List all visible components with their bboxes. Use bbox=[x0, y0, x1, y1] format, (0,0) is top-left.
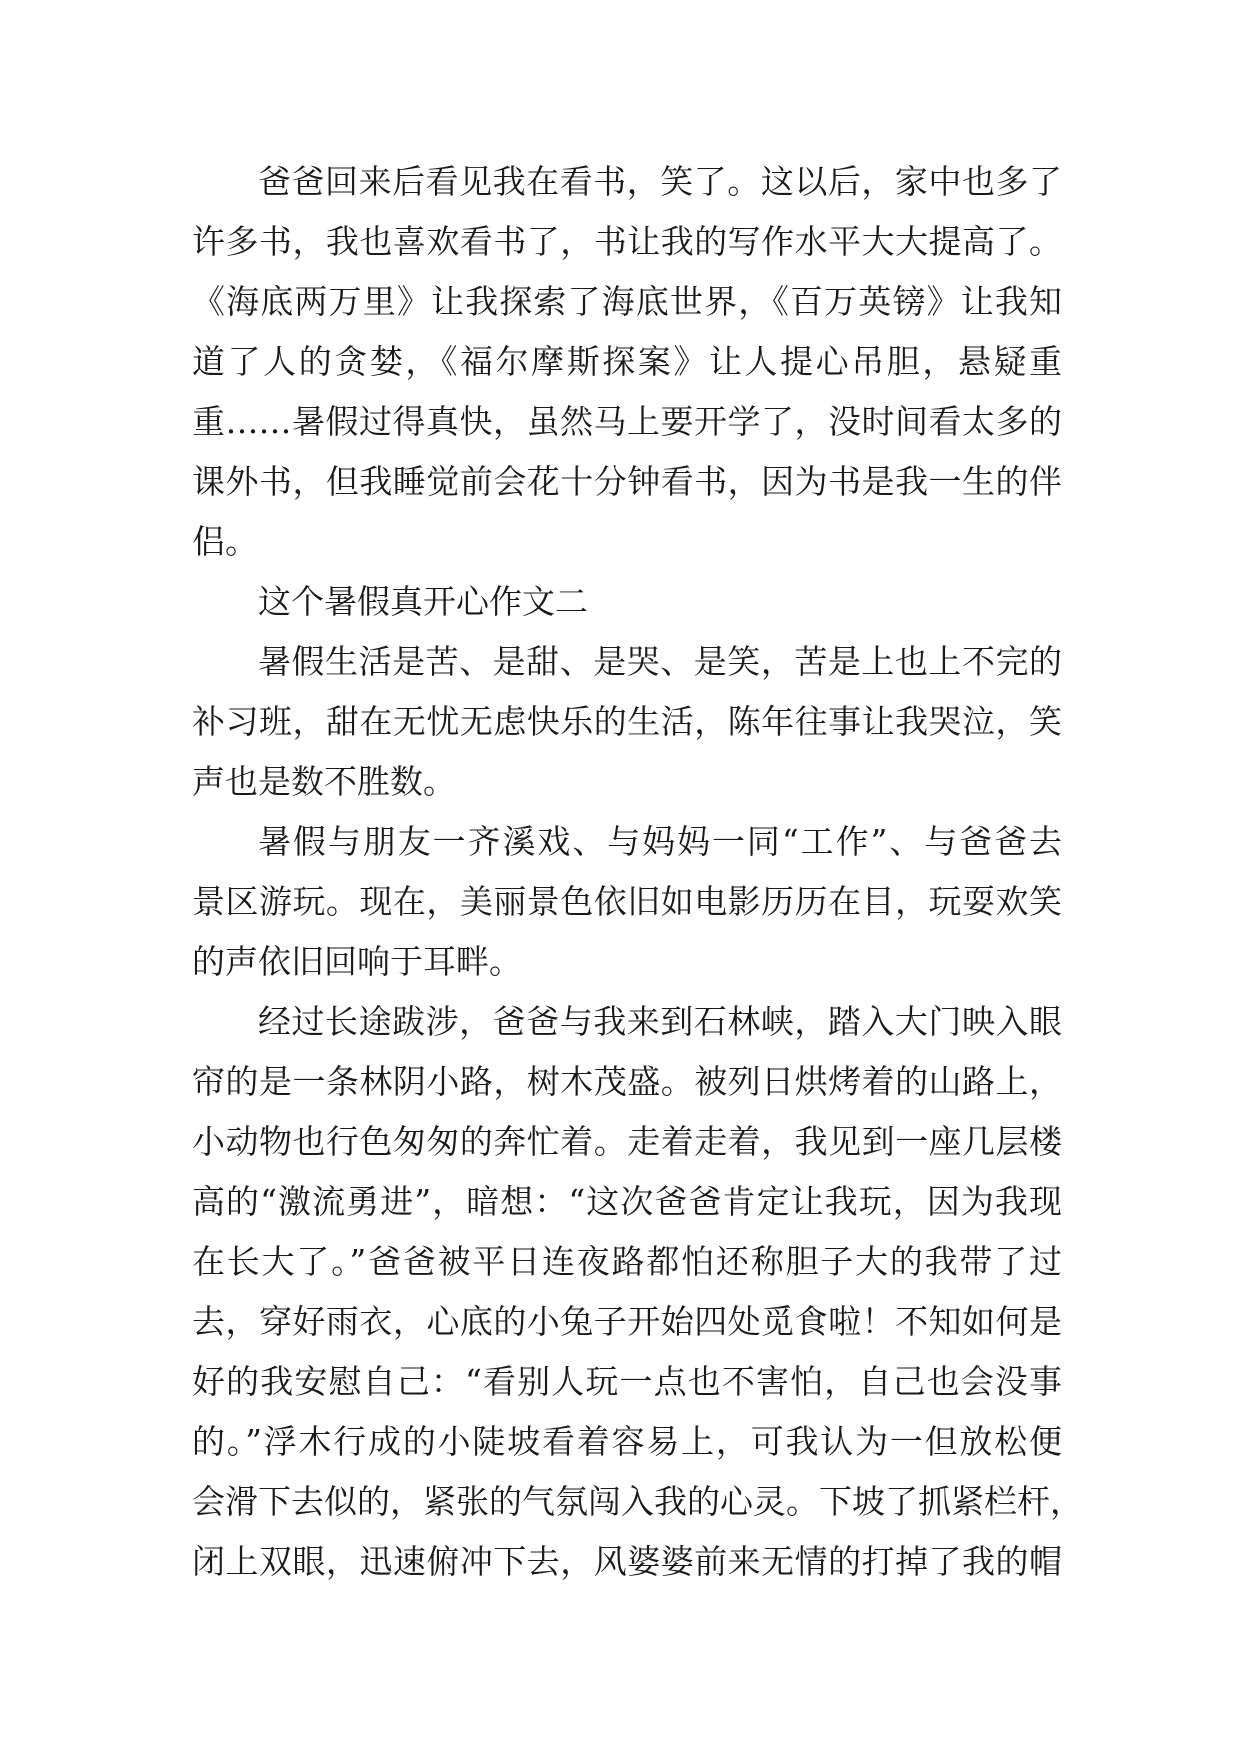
paragraph-line: 爸爸回来后看见我在看书，笑了。这以后，家中也多了 bbox=[258, 162, 1062, 201]
section-heading: 这个暑假真开心作文二 bbox=[258, 582, 588, 621]
paragraph-line: 在长大了。”爸爸被平日连夜路都怕还称胆子大的我带了过 bbox=[192, 1242, 1062, 1281]
paragraph-line: 声也是数不胜数。 bbox=[192, 762, 456, 801]
paragraph-line: 道了人的贪婪，《福尔摩斯探案》让人提心吊胆，悬疑重 bbox=[192, 342, 1062, 381]
paragraph-line: 景区游玩。现在，美丽景色依旧如电影历历在目，玩耍欢笑 bbox=[192, 882, 1062, 921]
paragraph-line: 高的“激流勇进”，暗想：“这次爸爸肯定让我玩，因为我现 bbox=[192, 1182, 1062, 1221]
paragraph-line: 许多书，我也喜欢看书了，书让我的写作水平大大提高了。 bbox=[192, 222, 1062, 261]
paragraph-line: 暑假生活是苦、是甜、是哭、是笑，苦是上也上不完的 bbox=[258, 642, 1062, 681]
paragraph-line: 经过长途跋涉，爸爸与我来到石林峡，踏入大门映入眼 bbox=[258, 1002, 1062, 1041]
paragraph-line: 《海底两万里》让我探索了海底世界，《百万英镑》让我知 bbox=[192, 282, 1062, 321]
paragraph-line: 去，穿好雨衣，心底的小兔子开始四处觅食啦！不知如何是 bbox=[192, 1302, 1062, 1341]
paragraph-line: 会滑下去似的，紧张的气氛闯入我的心灵。下坡了抓紧栏杆， bbox=[192, 1482, 1083, 1521]
paragraph-line: 补习班，甜在无忧无虑快乐的生活，陈年往事让我哭泣，笑 bbox=[192, 702, 1062, 741]
paragraph-line: 闭上双眼，迅速俯冲下去，风婆婆前来无情的打掉了我的帽 bbox=[192, 1542, 1062, 1581]
paragraph-line: 小动物也行色匆匆的奔忙着。走着走着，我见到一座几层楼 bbox=[192, 1122, 1062, 1161]
paragraph-line: 侣。 bbox=[192, 522, 258, 561]
paragraph-line: 的声依旧回响于耳畔。 bbox=[192, 942, 522, 981]
paragraph-line: 好的我安慰自己：“看别人玩一点也不害怕，自己也会没事 bbox=[192, 1362, 1062, 1401]
paragraph-line: 课外书，但我睡觉前会花十分钟看书，因为书是我一生的伴 bbox=[192, 462, 1062, 501]
paragraph-line: 暑假与朋友一齐溪戏、与妈妈一同“工作”、与爸爸去 bbox=[258, 822, 1062, 861]
paragraph-line: 重……暑假过得真快，虽然马上要开学了，没时间看太多的 bbox=[192, 402, 1062, 441]
essay-text bbox=[192, 152, 1083, 1592]
paragraph-line: 帘的是一条林阴小路，树木茂盛。被列日烘烤着的山路上， bbox=[192, 1062, 1062, 1101]
paragraph-line: 的。”浮木行成的小陡坡看着容易上，可我认为一但放松便 bbox=[192, 1422, 1062, 1461]
